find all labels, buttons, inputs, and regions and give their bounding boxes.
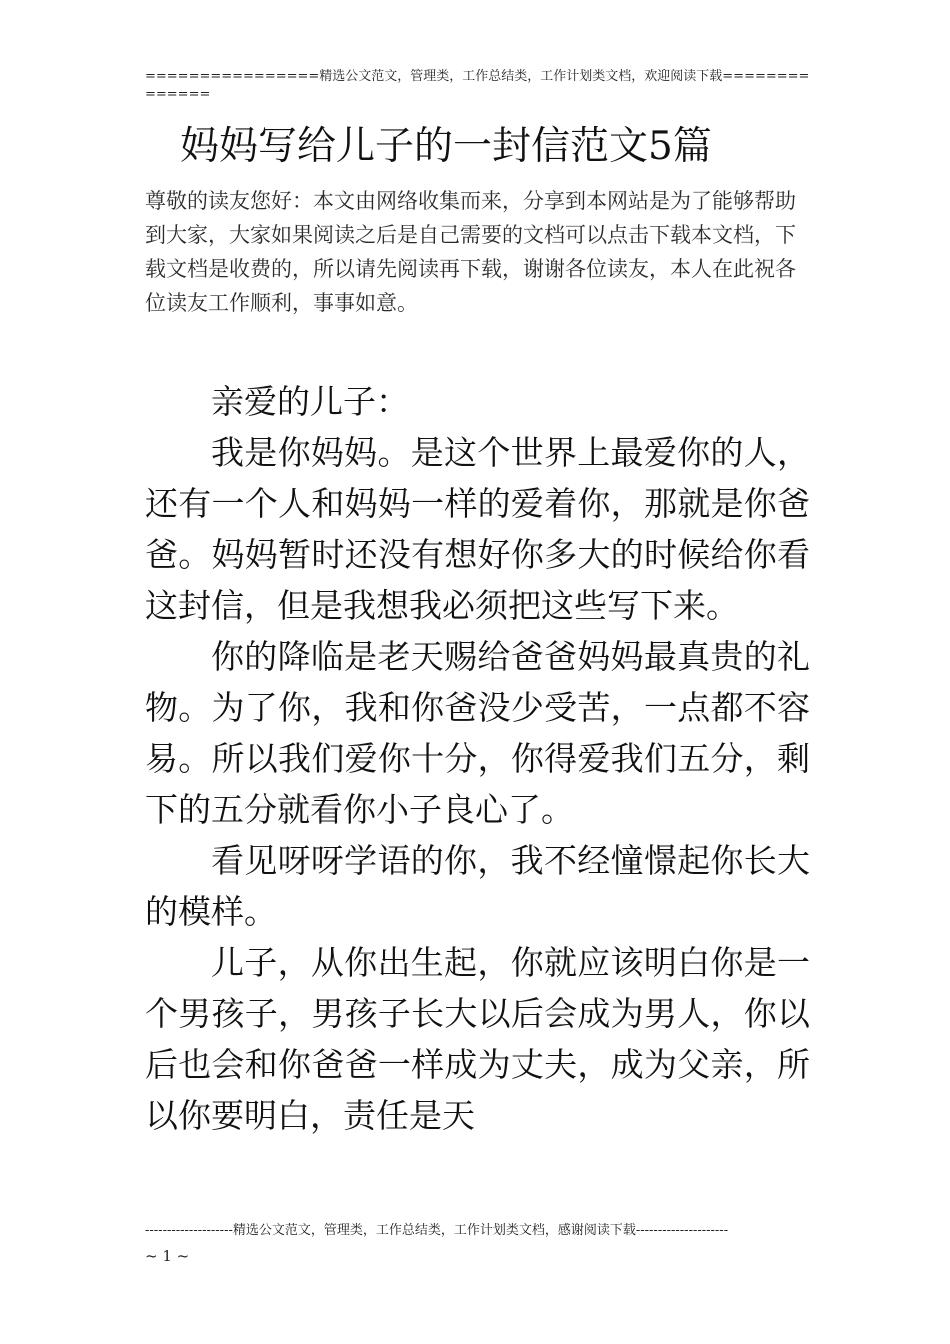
letter-paragraph: 我是你妈妈。是这个世界上最爱你的人，还有一个人和妈妈一样的爱着你，那就是你爸爸。妈妈暂时还没有想好你多大的时候给你看这封信，但是我想我必须把这些写下来。	[145, 433, 810, 625]
letter-paragraph: 儿子，从你出生起，你就应该明白你是一个男孩子，男孩子长大以后会成为男人，你以后也会和你爸爸一样成为丈夫，成为父亲，所以你要明白，责任是天	[145, 943, 810, 1135]
header-banner: ================精选公文范文，管理类，工作总结类，工作计划类文档，欢迎阅读下载==============	[145, 69, 810, 102]
letter-paragraph: 看见呀呀学语的你，我不经憧憬起你长大的模样。	[145, 841, 810, 931]
footer-banner: --------------------精选公文范文，管理类，工作总结类，工作计划类文档，感谢阅读下载---------------------	[145, 1223, 729, 1238]
page-number: ~ 1 ~	[145, 1247, 190, 1265]
letter-body	[145, 376, 810, 1141]
letter-paragraph: 你的降临是老天赐给爸爸妈妈最真贵的礼物。为了你，我和你爸没少受苦，一点都不容易。所以我们爱你十分，你得爱我们五分，剩下的五分就看你小子良心了。	[145, 637, 810, 829]
reader-notice: 尊敬的读友您好：本文由网络收集而来，分享到本网站是为了能够帮助到大家，大家如果阅读之后是自己需要的文档可以点击下载本文档，下载文档是收费的，所以请先阅读再下载，谢谢各位读友，本人在此祝各位读友工作顺利，事事如意。	[145, 189, 796, 315]
document-title: 妈妈写给儿子的一封信范文5篇	[180, 124, 712, 169]
letter-salutation: 亲爱的儿子：	[211, 382, 409, 421]
